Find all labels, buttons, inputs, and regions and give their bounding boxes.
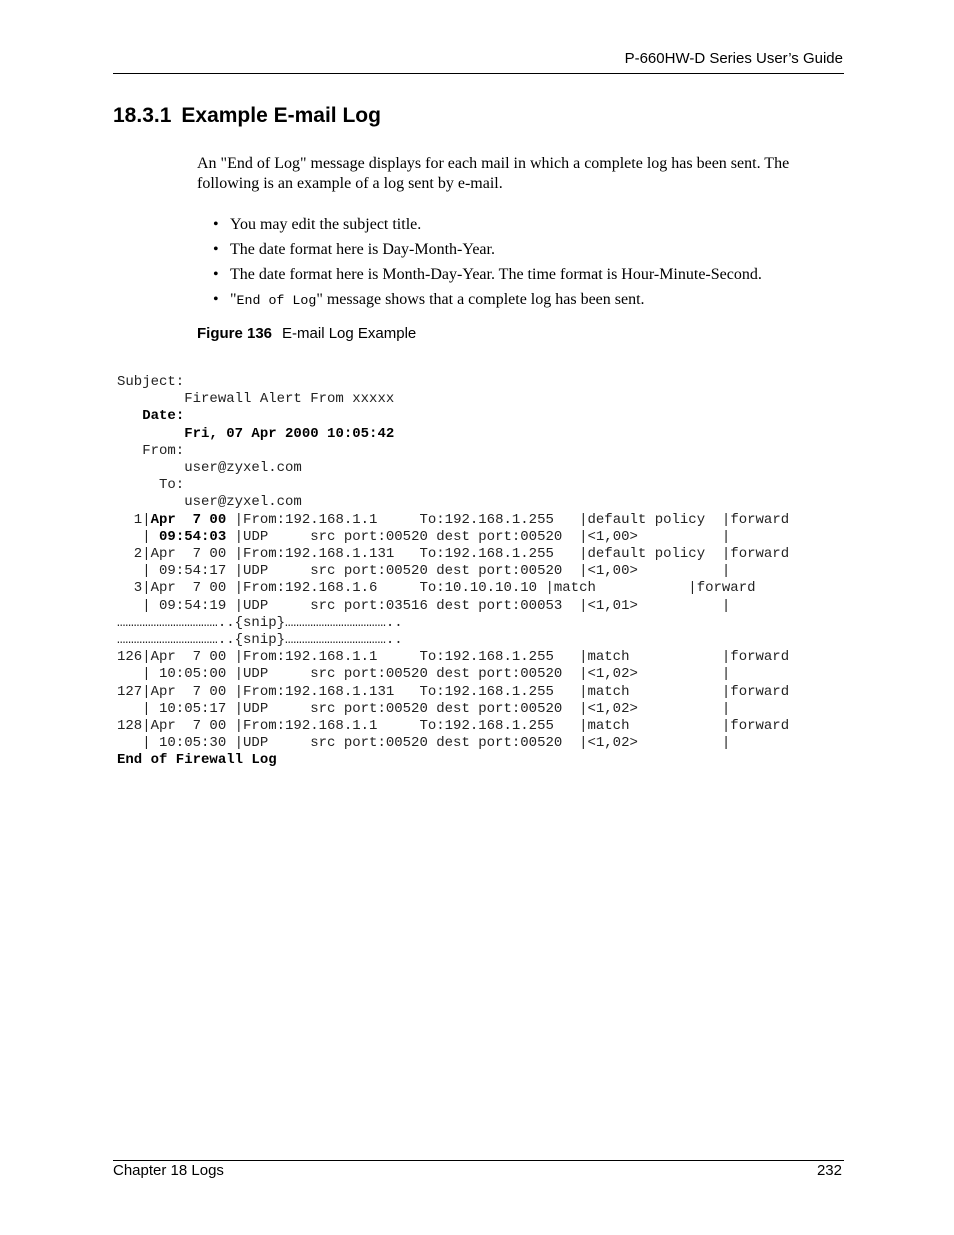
log-snip: ………………………………..{snip}……………………………….. [117,632,403,649]
log-date-value: Fri, 07 Apr 2000 10:05:42 [184,425,395,442]
section-heading [113,104,381,128]
log-line: 3|Apr 7 00 |From:192.168.1.6 To:10.10.10.10 |match |forward [117,580,756,597]
list-item [197,265,847,290]
list-item [197,290,847,315]
log-line: |UDP src port:00520 dest port:00520 |<1,00> | [226,528,731,545]
bullet-text: " message shows that a complete log has been sent. [316,291,645,308]
log-line: | 10:05:17 |UDP src port:00520 dest port:00520 |<1,02> | [117,700,731,717]
bullet-code: End of Log [236,293,317,308]
bullet-list [197,215,847,315]
log-entry-time: 09:54:03 [159,528,227,545]
email-log-listing [117,374,789,770]
log-line: 2|Apr 7 00 |From:192.168.1.131 To:192.168.1.255 |default policy |forward [117,546,790,563]
log-date-label: Date: [142,408,185,425]
log-line: user@zyxel.com [117,460,302,477]
bullet-text: You may edit the subject title. [230,216,422,233]
bullet-icon: • [213,216,219,233]
log-line: 126|Apr 7 00 |From:192.168.1.1 To:192.168.1.255 |match |forward [117,649,790,666]
bullet-icon: • [213,266,219,283]
list-item [197,215,847,240]
bullet-text: The date format here is Month-Day-Year. The time format is Hour-Minute-Second. [230,266,762,283]
log-line: user@zyxel.com [117,494,302,511]
log-snip: ………………………………..{snip}……………………………….. [117,614,403,631]
log-line: | [117,528,160,545]
log-line: | 09:54:17 |UDP src port:00520 dest port:00520 |<1,00> | [117,563,731,580]
log-line: |From:192.168.1.1 To:192.168.1.255 |default policy |forward [226,511,790,528]
bullet-icon: • [213,291,219,308]
bullet-text: The date format here is Day-Month-Year. [230,241,495,258]
figure-caption [197,325,416,342]
log-line-indent [117,426,184,442]
section-number: 18.3.1 [113,104,172,127]
log-line: Subject: [117,374,185,390]
figure-label: Figure 136 [197,325,273,342]
log-line: 128|Apr 7 00 |From:192.168.1.1 To:192.168.1.255 |match |forward [117,718,790,735]
log-line: | 10:05:30 |UDP src port:00520 dest port:00520 |<1,02> | [117,735,731,752]
log-line: 127|Apr 7 00 |From:192.168.1.131 To:192.168.1.255 |match |forward [117,683,790,700]
bullet-icon: • [213,241,219,258]
intro-paragraph: An "End of Log" message displays for each mail in which a complete log has been sent. The following is an example of a log sent by e-mail. [197,155,790,192]
footer-divider [113,1160,844,1161]
log-line: | 10:05:00 |UDP src port:00520 dest port:00520 |<1,02> | [117,666,731,683]
footer-page-number: 232 [816,1162,842,1179]
section-title: Example E-mail Log [181,104,381,127]
log-line: From: [117,442,185,459]
log-entry-date: Apr 7 00 [150,511,227,528]
list-item [197,240,847,265]
log-end-marker: End of Firewall Log [117,752,277,769]
header-divider [113,73,844,74]
log-line: To: [117,477,185,494]
footer-chapter: Chapter 18 Logs [113,1162,224,1179]
figure-title: E-mail Log Example [282,325,417,342]
bullet-open-quote: " [230,291,237,308]
log-line: Firewall Alert From xxxxx [117,391,395,408]
log-line: 1| [117,511,151,528]
log-line: | 09:54:19 |UDP src port:03516 dest port:00053 |<1,01> | [117,597,731,614]
log-line-indent [117,408,142,424]
running-header-title: P-660HW-D Series User’s Guide [624,50,843,67]
